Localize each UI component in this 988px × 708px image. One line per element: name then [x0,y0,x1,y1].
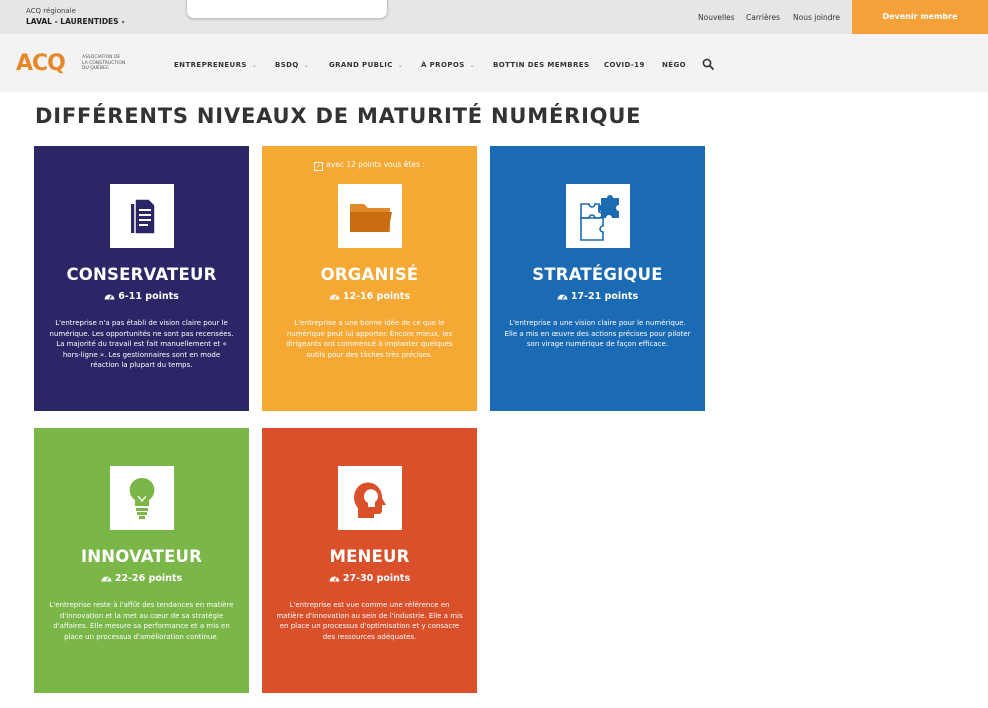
chevron-down-icon: ⌄ [397,62,404,69]
badge-text: avec 12 points vous êtes : [326,160,425,169]
gauge-icon [329,291,340,300]
level-name: MENEUR [329,547,410,566]
logo-text-line: ASSOCIATION DE [82,55,121,60]
points-text: 27-30 points [342,573,411,584]
main-navigation [0,34,988,92]
level-name: INNOVATEUR [80,547,203,566]
level-description: L'entreprise n'a pas établi de vision claire pour le numérique. Les opportunités ne sont pas recensées. La majorité du travail est fait manuellement et « hors-ligne ». Les gestionnaires sont en mode réaction la plupart du temps. [49,319,234,370]
logo-text-line: LA CONSTRUCTION [82,60,126,66]
current-score-badge [262,160,477,171]
level-description: L'entreprise a une bonne idée de ce que le numérique peut lui apporter. Encore mieux, les dirigeants ont commencé à implanter quelques outils pour des tâches très précises. [286,319,453,359]
level-points [34,573,249,584]
link-nous-joindre[interactable]: Nous joindre [793,13,841,22]
document-icon [110,184,174,248]
level-description: L'entreprise a une vision claire pour le numérique. Elle a mis en œuvre des actions précises pour piloter son virage numérique de façon efficace. [504,319,691,349]
level-name: STRATÉGIQUE [532,265,663,284]
head-icon [338,466,402,530]
icon-box [338,466,402,530]
gauge-icon [557,291,568,300]
nav-item-entrepreneurs[interactable] [174,61,257,69]
gauge-icon [101,573,112,582]
icon-box [110,466,174,530]
logo-text [82,55,125,72]
nav-item-grand-public[interactable] [329,61,403,69]
level-name: ORGANISÉ [320,265,419,284]
icon-box [110,184,174,248]
logo-text-line: DU QUÉBEC [82,66,109,71]
points-text: 12-16 points [342,291,411,302]
page-title: DIFFÉRENTS NIVEAUX DE MATURITÉ NUMÉRIQUE [35,104,642,128]
level-points [262,291,477,302]
region-selector[interactable] [26,6,125,28]
icon-box [566,184,630,248]
become-member-button[interactable]: Devenir membre [852,0,988,34]
chevron-down-icon: ⌄ [251,62,258,69]
link-carrieres[interactable]: Carrières [746,13,781,22]
level-card-conservateur[interactable] [34,146,249,411]
folder-icon [338,184,402,248]
level-card-meneur[interactable] [262,428,477,693]
icon-box [338,184,402,248]
level-card-organise[interactable] [262,146,477,411]
top-utility-bar [0,0,988,34]
nav-item-label: ENTREPRENEURS [174,61,247,69]
level-points [34,291,249,302]
gauge-icon [329,573,340,582]
chevron-down-icon: ⌄ [303,62,310,69]
nav-item-label: GRAND PUBLIC [329,61,393,69]
points-text: 17-21 points [570,291,639,302]
search-icon[interactable] [702,58,714,70]
link-nouvelles[interactable]: Nouvelles [698,13,735,22]
logo-letters: ACQ [16,51,65,76]
checkbox-icon: ✓ [316,163,322,170]
points-text: 6-11 points [118,291,179,302]
level-name: CONSERVATEUR [66,265,217,284]
level-card-innovateur[interactable] [34,428,249,693]
points-text: 22-26 points [114,573,183,584]
nav-item-label: À PROPOS [421,61,465,69]
level-card-strategique[interactable] [490,146,705,411]
region-name: LAVAL - LAURENTIDES [26,17,119,26]
nav-item-a-propos[interactable] [421,61,475,69]
nav-item-bsdq[interactable] [275,61,309,69]
level-points [490,291,705,302]
nav-item-covid[interactable]: COVID-19 [604,61,645,69]
chevron-down-icon: ⌄ [469,62,476,69]
lightbulb-icon [110,466,174,530]
level-description: L'entreprise reste à l'affût des tendances en matière d'innovation et la met au cœur de sa stratégie d'affaires. Elle mesure sa performance et a mis en place un processus d'amélioration continue. [49,601,234,641]
nav-item-nego[interactable]: NÉGO [662,61,686,69]
nav-item-bottin[interactable]: BOTTIN DES MEMBRES [493,61,590,69]
level-description: L'entreprise est vue comme une référence en matière d'innovation au sein de l'industrie. Elle a mis en place un processus d'optimisation et y consacre des ressources adéquates. [276,601,463,641]
chevron-down-icon: ▾ [121,19,125,26]
nav-item-label: BSDQ [275,61,299,69]
search-dropdown-panel[interactable] [186,0,388,19]
region-label: ACQ régionale [26,7,76,15]
gauge-icon [104,291,115,300]
level-points [262,573,477,584]
puzzle-icon [566,184,630,248]
